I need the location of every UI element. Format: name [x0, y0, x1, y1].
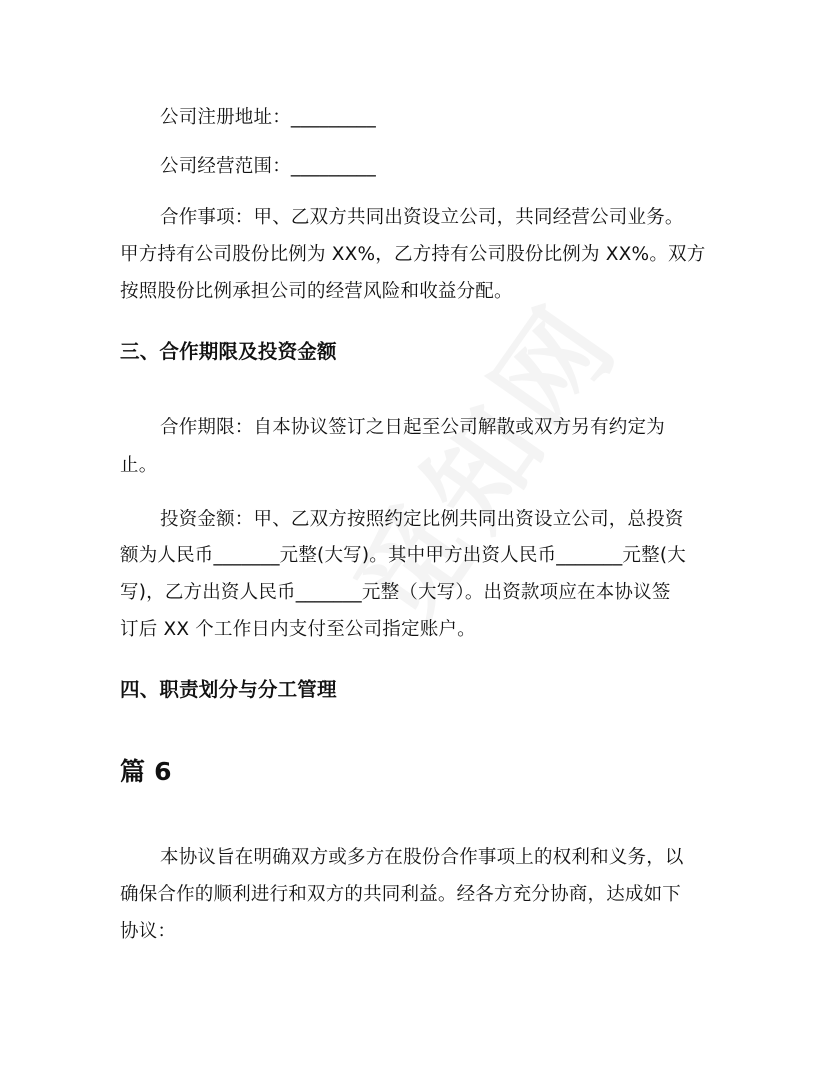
paragraph-line: 确保合作的顺利进行和双方的共同利益。经各方充分协商，达成如下: [120, 884, 682, 905]
paragraph-line: 按照股份比例承担公司的经营风险和收益分配。: [120, 281, 513, 302]
paragraph-line: 订后 XX 个工作日内支付至公司指定账户。: [120, 619, 476, 640]
section-heading-3: 三、合作期限及投资金额: [120, 340, 337, 363]
paragraph-line: 甲方持有公司股份比例为 XX%，乙方持有公司股份比例为 XX%。双方: [120, 244, 706, 265]
paragraph-line: 投资金额：甲、乙双方按照约定比例共同出资设立公司，总投资: [160, 509, 684, 530]
paragraph-line: 本协议旨在明确双方或多方在股份合作事项上的权利和义务，以: [160, 847, 684, 868]
company-scope-line: 公司经营范围：_________: [160, 156, 376, 177]
section-heading-4: 四、职责划分与分工管理: [120, 678, 337, 701]
paragraph-line: 合作事项：甲、乙双方共同出资设立公司，共同经营公司业务。: [160, 207, 684, 228]
chapter-heading: 篇 6: [120, 757, 172, 786]
company-address-line: 公司注册地址：_________: [160, 107, 376, 128]
paragraph-line: 协议：: [120, 921, 177, 942]
paragraph-line: 止。: [120, 455, 158, 476]
paragraph-line: 写)，乙方出资人民币_______元整（大写）。出资款项应在本协议签: [120, 582, 671, 603]
paragraph-line: 额为人民币_______元整(大写)。其中甲方出资人民币_______元整(大: [120, 545, 686, 566]
paragraph-line: 合作期限：自本协议签订之日起至公司解散或双方另有约定为: [160, 417, 665, 438]
